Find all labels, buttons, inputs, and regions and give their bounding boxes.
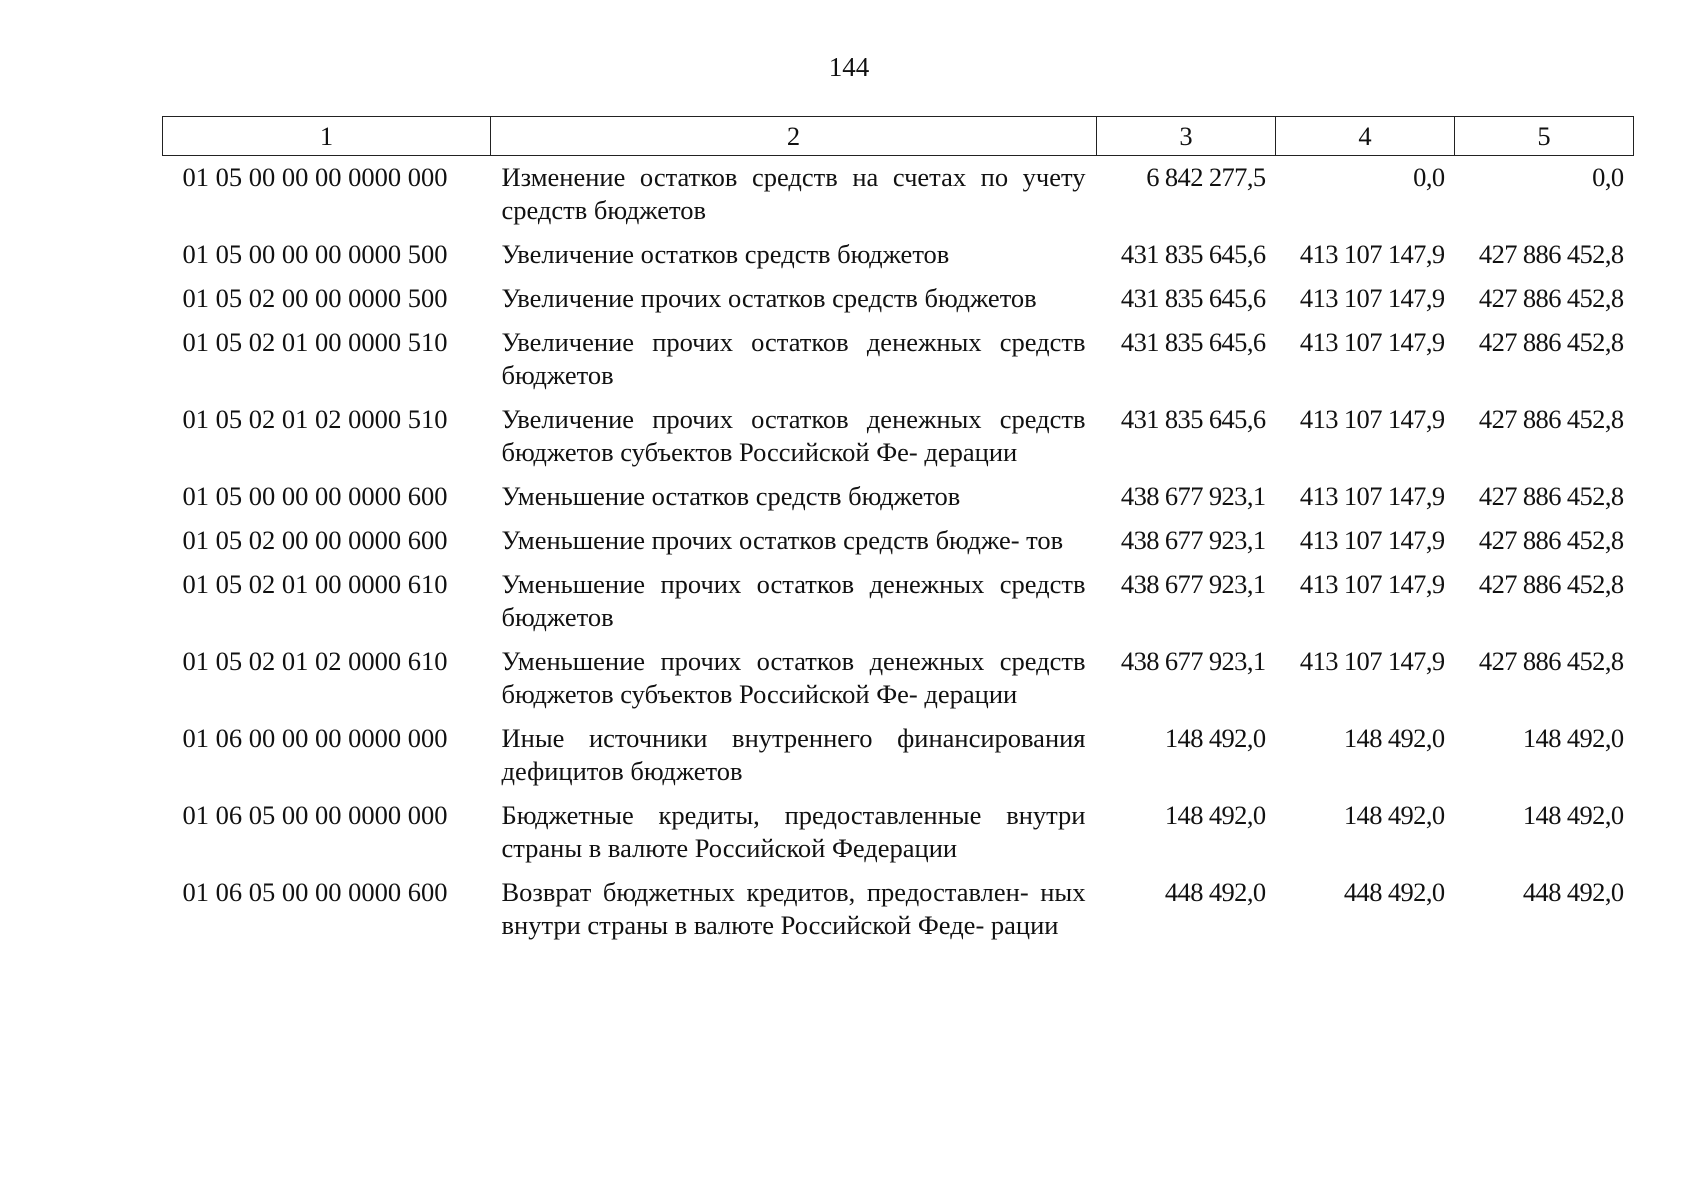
column-header-2: 2: [491, 117, 1097, 156]
column-header-1: 1: [163, 117, 491, 156]
budget-code-cell: 01 05 02 00 00 0000 500: [182, 283, 448, 313]
column-number-row: [163, 117, 1634, 156]
table-row: [163, 876, 1634, 953]
amount-col4-cell: 413 107 147,9: [1299, 239, 1445, 269]
amount-col5-cell: 427 886 452,8: [1478, 646, 1624, 676]
item-name-cell: Бюджетные кредиты, предоставленные внутри страны в валюте Российской Федерации: [501, 800, 1086, 863]
budget-code-cell: 01 05 02 01 00 0000 510: [182, 327, 448, 357]
amount-col5-cell: 427 886 452,8: [1478, 481, 1624, 511]
table-row: [163, 568, 1634, 645]
budget-sources-table: [162, 116, 1634, 953]
amount-col4-cell: 148 492,0: [1343, 800, 1445, 830]
amount-col3-cell: 431 835 645,6: [1120, 404, 1266, 434]
amount-col3-cell: 6 842 277,5: [1146, 162, 1266, 192]
column-header-3: 3: [1097, 117, 1276, 156]
amount-col3-cell: 438 677 923,1: [1120, 646, 1266, 676]
budget-code-cell: 01 06 05 00 00 0000 000: [182, 800, 448, 830]
budget-code-cell: 01 06 00 00 00 0000 000: [182, 723, 448, 753]
amount-col3-cell: 438 677 923,1: [1120, 569, 1266, 599]
budget-code-cell: 01 05 02 01 00 0000 610: [182, 569, 448, 599]
column-header-4: 4: [1276, 117, 1455, 156]
item-name-cell: Иные источники внутреннего финансирования дефицитов бюджетов: [501, 723, 1086, 786]
amount-col5-cell: 427 886 452,8: [1478, 404, 1624, 434]
table-header: [163, 117, 1634, 156]
amount-col4-cell: 413 107 147,9: [1299, 646, 1445, 676]
table-row: [163, 524, 1634, 568]
budget-code-cell: 01 05 00 00 00 0000 000: [182, 162, 448, 192]
budget-code-cell: 01 05 00 00 00 0000 500: [182, 239, 448, 269]
item-name-cell: Увеличение прочих остатков денежных средств бюджетов: [501, 327, 1086, 390]
item-name-cell: Уменьшение прочих остатков денежных средств бюджетов субъектов Российской Фе- дерации: [501, 646, 1086, 709]
item-name-cell: Увеличение прочих остатков денежных средств бюджетов субъектов Российской Фе- дерации: [501, 404, 1086, 467]
amount-col3-cell: 148 492,0: [1164, 723, 1266, 753]
amount-col5-cell: 448 492,0: [1522, 877, 1624, 907]
amount-col5-cell: 427 886 452,8: [1478, 327, 1624, 357]
amount-col4-cell: 413 107 147,9: [1299, 283, 1445, 313]
amount-col4-cell: 413 107 147,9: [1299, 481, 1445, 511]
amount-col4-cell: 413 107 147,9: [1299, 525, 1445, 555]
table-row: [163, 645, 1634, 722]
amount-col5-cell: 427 886 452,8: [1478, 569, 1624, 599]
table-row: [163, 326, 1634, 403]
item-name-cell: Уменьшение остатков средств бюджетов: [501, 481, 961, 511]
amount-col5-cell: 148 492,0: [1522, 723, 1624, 753]
budget-code-cell: 01 05 02 01 02 0000 610: [182, 646, 448, 676]
column-header-5: 5: [1455, 117, 1634, 156]
amount-col4-cell: 413 107 147,9: [1299, 404, 1445, 434]
page-number: 144: [828, 52, 870, 82]
amount-col3-cell: 438 677 923,1: [1120, 481, 1266, 511]
table-row: [163, 282, 1634, 326]
table-row: [163, 722, 1634, 799]
item-name-cell: Изменение остатков средств на счетах по учету средств бюджетов: [501, 162, 1086, 225]
amount-col5-cell: 148 492,0: [1522, 800, 1624, 830]
amount-col3-cell: 148 492,0: [1164, 800, 1266, 830]
amount-col5-cell: 0,0: [1592, 162, 1624, 192]
budget-code-cell: 01 05 02 01 02 0000 510: [182, 404, 448, 434]
budget-code-cell: 01 05 02 00 00 0000 600: [182, 525, 448, 555]
amount-col3-cell: 448 492,0: [1164, 877, 1266, 907]
item-name-cell: Увеличение остатков средств бюджетов: [501, 239, 950, 269]
amount-col3-cell: 431 835 645,6: [1120, 239, 1266, 269]
amount-col4-cell: 448 492,0: [1343, 877, 1445, 907]
item-name-cell: Возврат бюджетных кредитов, предоставлен- ных внутри страны в валюте Российской Феде- рации: [501, 877, 1086, 940]
amount-col5-cell: 427 886 452,8: [1478, 239, 1624, 269]
table-body: [163, 156, 1634, 954]
table-row: [163, 480, 1634, 524]
amount-col3-cell: 431 835 645,6: [1120, 283, 1266, 313]
item-name-cell: Уменьшение прочих остатков средств бюдже- тов: [501, 525, 1064, 555]
amount-col5-cell: 427 886 452,8: [1478, 283, 1624, 313]
table-row: [163, 156, 1634, 239]
budget-code-cell: 01 05 00 00 00 0000 600: [182, 481, 448, 511]
amount-col4-cell: 0,0: [1413, 162, 1445, 192]
amount-col4-cell: 413 107 147,9: [1299, 327, 1445, 357]
budget-code-cell: 01 06 05 00 00 0000 600: [182, 877, 448, 907]
amount-col4-cell: 148 492,0: [1343, 723, 1445, 753]
amount-col3-cell: 438 677 923,1: [1120, 525, 1266, 555]
table-row: [163, 238, 1634, 282]
amount-col4-cell: 413 107 147,9: [1299, 569, 1445, 599]
amount-col5-cell: 427 886 452,8: [1478, 525, 1624, 555]
table-row: [163, 799, 1634, 876]
item-name-cell: Увеличение прочих остатков средств бюджетов: [501, 283, 1037, 313]
amount-col3-cell: 431 835 645,6: [1120, 327, 1266, 357]
item-name-cell: Уменьшение прочих остатков денежных средств бюджетов: [501, 569, 1086, 632]
table-row: [163, 403, 1634, 480]
